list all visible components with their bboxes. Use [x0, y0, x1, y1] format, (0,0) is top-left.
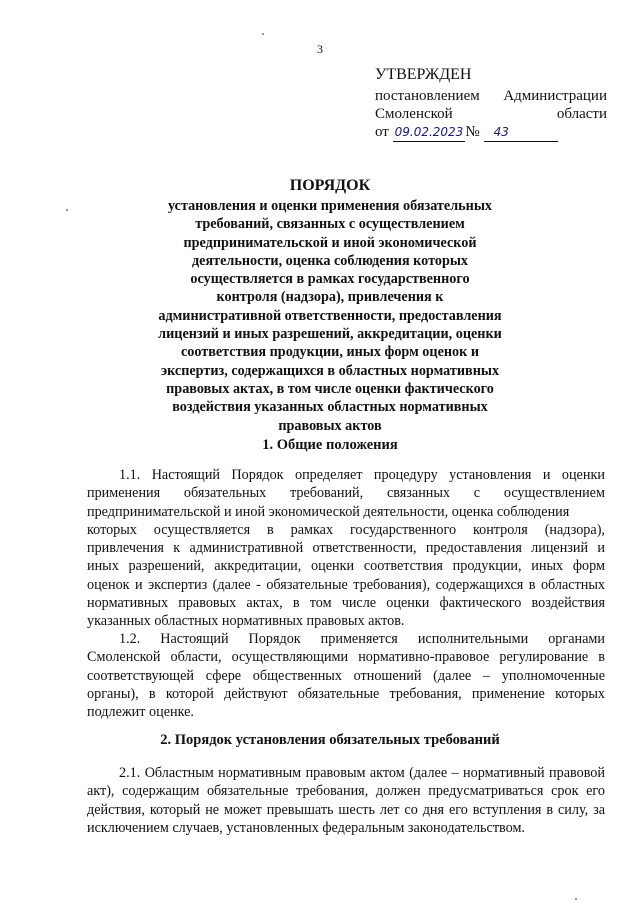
word: определяет: [294, 467, 363, 483]
word: Настоящий: [160, 631, 229, 647]
paragraph-2-1: 2.1. Областным нормативным правовым актом (далее – нормативный правовой акт), содержащим обязательные требования, должен предусматриваться срок его действия, который не может превышать шесть лет со дня его вступления в силу, за исключением случаев, установленных федеральным законодательством.: [87, 765, 605, 836]
handwritten-number: 43: [493, 125, 509, 139]
paragraph-line: [87, 466, 605, 484]
paragraph-1-1: [87, 466, 605, 631]
word: требований,: [289, 485, 364, 502]
word: осуществлением: [503, 485, 605, 502]
title-line: установления и оценки применения обязательных: [167, 198, 493, 214]
scan-speck: [66, 209, 68, 211]
paragraph-text: Смоленской области, осуществляющими нормативно-правовое регулирование в соответствующей сфере общественных отношений (далее – уполномоченные органы), в которой действуют обязательные требования, применение которых подлежит оценке.: [87, 649, 605, 721]
page-number: 3: [317, 42, 323, 56]
word: оценки: [561, 467, 605, 483]
handwritten-date: 09.02.2023: [393, 123, 466, 142]
number-blank: [484, 123, 558, 142]
paragraph-text: привлечения к административной ответственности, предоставления лицензий и иных разрешений, аккредитации, оценки соответствия продукции, иных форм оценок и экспертиз (далее - обязательные требования), содержащихся в областных нормативных правовых актах, в том числе оценки фактического воздействия указанных областных нормативных правовых актов.: [87, 540, 605, 630]
approval-text: Администрации: [503, 88, 607, 104]
word: Порядок: [248, 631, 301, 647]
word: рамках: [290, 521, 334, 538]
word: с: [473, 485, 481, 502]
word: и: [542, 467, 551, 483]
date-prefix: от: [375, 124, 389, 140]
word: применяется: [320, 631, 398, 647]
word: которых: [87, 521, 137, 538]
word: 1.1.: [119, 467, 141, 483]
approval-heading: УТВЕРЖДЕН: [375, 66, 472, 83]
title-line: осуществляется в рамках государственного: [190, 271, 470, 288]
paragraph-line: [87, 521, 605, 539]
scan-speck: [575, 898, 577, 900]
approval-line-2: [375, 105, 607, 123]
title-line: воздействия указанных областных нормативных: [172, 399, 488, 416]
approval-date-line: [375, 123, 607, 142]
paragraph-line: предпринимательской и иной экономической деятельности, оценка соблюдения: [87, 503, 570, 520]
title-line: требований, связанных с осуществлением: [195, 216, 465, 233]
title-line: предпринимательской и иной экономической: [183, 234, 477, 251]
approval-line-1: [375, 87, 607, 105]
word: применения: [87, 485, 161, 502]
word: процедуру: [373, 467, 438, 483]
word: обязательных: [183, 485, 267, 502]
title-line: деятельности, оценка соблюдения которых: [191, 252, 469, 269]
word: осуществляется: [153, 521, 251, 538]
number-sign: №: [465, 124, 480, 140]
document-subtitle: [110, 197, 550, 435]
word: в: [267, 521, 274, 538]
approval-text: Смоленской: [375, 106, 453, 122]
approval-text: области: [556, 106, 607, 122]
title-line: контроля (надзора), привлечения к: [216, 289, 444, 306]
title-line: административной ответственности, предоставления: [158, 307, 502, 324]
word: Настоящий: [151, 467, 220, 483]
paragraph-1-2: [87, 630, 605, 721]
approval-stamp: [375, 66, 607, 142]
word: связанных: [386, 485, 451, 502]
word: государственного: [349, 521, 457, 538]
word: органами: [548, 631, 605, 647]
word: контроля: [472, 521, 528, 538]
section-1-heading: 1. Общие положения: [262, 437, 398, 453]
word: установления: [449, 467, 532, 483]
document-title: ПОРЯДОК: [289, 177, 371, 194]
title-line: правовых актов: [278, 417, 382, 434]
scan-speck: [262, 33, 264, 35]
paragraph-line: [87, 630, 605, 648]
word: (надзора),: [544, 521, 605, 538]
title-line: соответствия продукции, иных форм оценок и: [180, 344, 480, 361]
title-line: лицензий и иных разрешений, аккредитации, оценки: [158, 326, 502, 343]
section-2-heading: 2. Порядок установления обязательных требований: [160, 732, 500, 748]
approval-text: постановлением: [375, 88, 480, 104]
paragraph-line: [87, 484, 605, 502]
word: исполнительными: [417, 631, 529, 647]
word: Порядок: [231, 467, 284, 483]
word: 1.2.: [119, 631, 141, 647]
title-line: экспертиз, содержащихся в областных нормативных: [160, 362, 500, 379]
title-line: правовых актах, в том числе оценки фактического: [166, 380, 494, 397]
